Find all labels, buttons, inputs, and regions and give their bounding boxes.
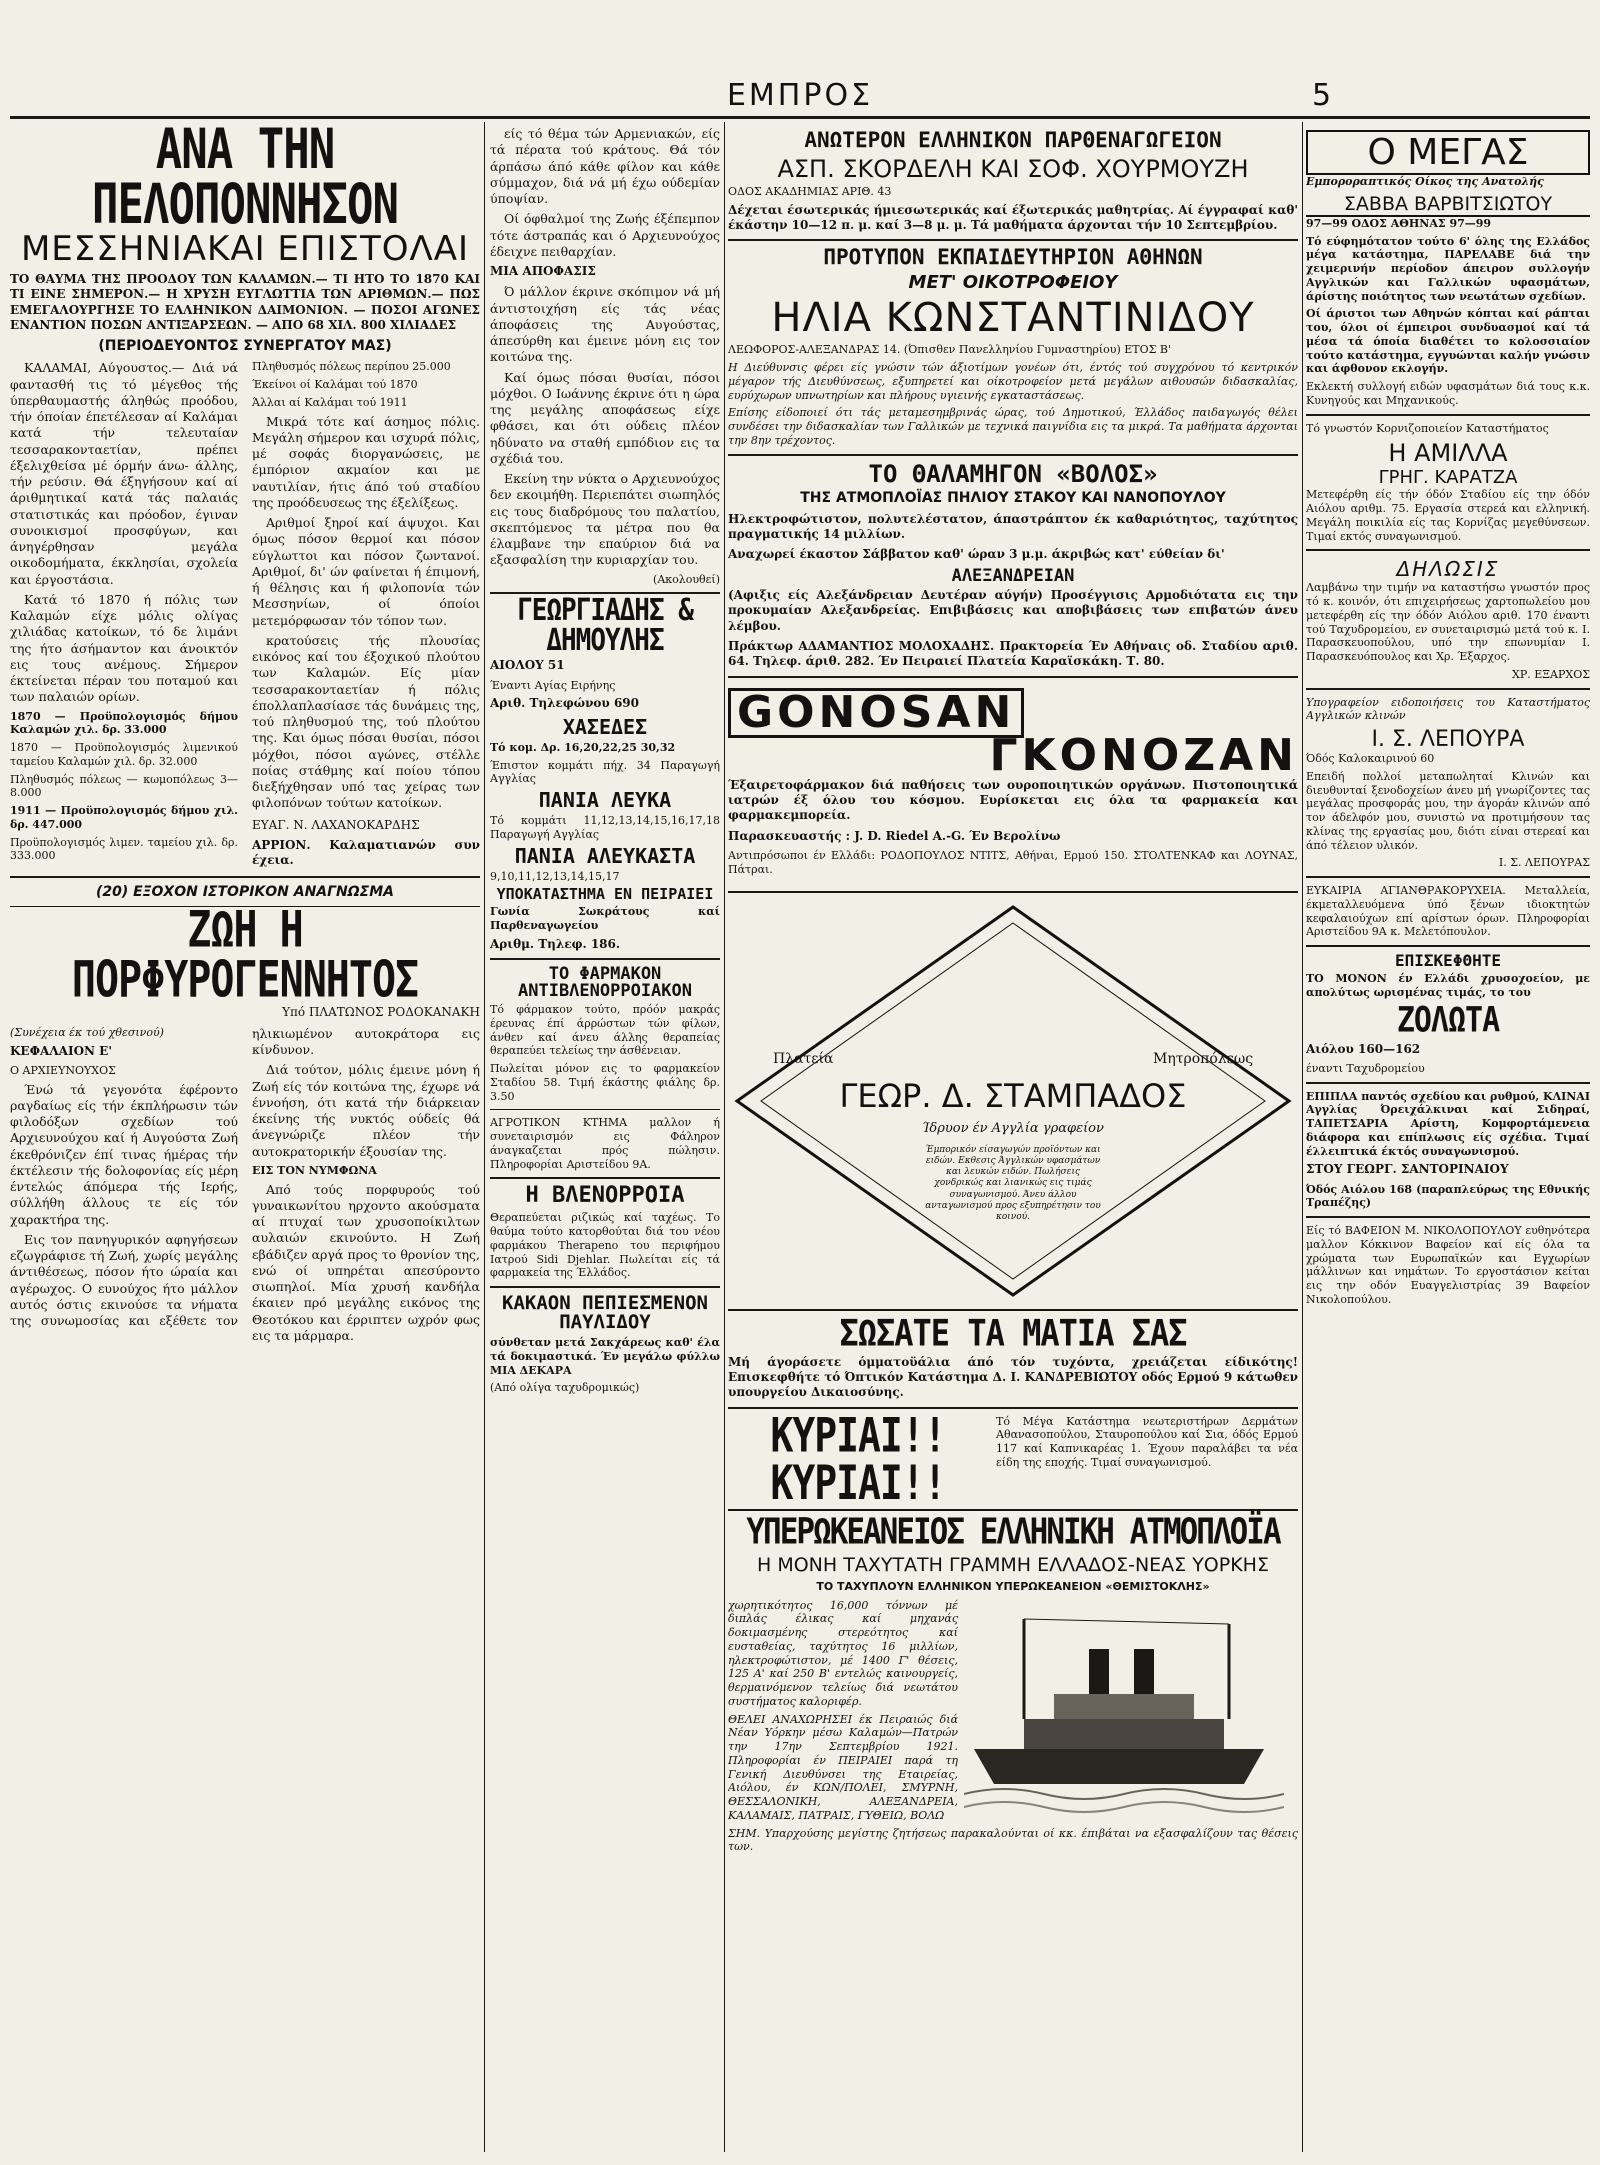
serial-to-be-continued: (Ακολουθεί) bbox=[653, 572, 720, 586]
ad-santorinaiou bbox=[1306, 1090, 1590, 1211]
ad-stampados bbox=[733, 901, 1293, 1301]
ad-agrotikon-ktima: ΑΓΡΟΤΙΚΟΝ ΚΤΗΜΑ μαλλον ή συνεταιρισμόν εις Φάληρον άναγκαζεται πρός πώλησιν. Πληροφορίαι Αριστείδου 9Α. bbox=[490, 1116, 720, 1171]
ad-vlenorroia-title: Η ΒΛΕΝΟΡΡΟΙΑ bbox=[525, 1183, 685, 1209]
stat-line: Πληθυσμός πόλεως περίπου 25.000 bbox=[252, 360, 451, 374]
ad-volos-body: Ηλεκτροφώτιστον, πολυτελέστατον, άπαστράπτον έκ καθαριότητος, ταχύτητος πραγματικής 14 μιλλίων. bbox=[728, 511, 1298, 542]
ad-volos-sub: ΤΗΣ ΑΤΜΟΠΛΟΪΑΣ ΠΗΛΙΟΥ ΣΤΑΚΟΥ ΚΑΙ ΝΑΝΟΠΟΥΛΟΥ bbox=[800, 489, 1226, 506]
column-2 bbox=[490, 126, 720, 2146]
subhead-messinia: ΜΕΣΣΗΝΙΑΚΑΙ ΕΠΙΣΤΟΛΑΙ bbox=[20, 229, 470, 269]
notice-dilosis bbox=[1306, 557, 1590, 681]
ad-hyperokeaneios-footnote: ΣΗΜ. Υπαρχούσης μεγίστης ζητήσεως παρακαλούνται οί κκ. έπιβάται να εξασφαλίζουν τας θέσεις των. bbox=[728, 1826, 1298, 1854]
serial-subheading: ΜΙΑ ΑΠΟΦΑΣΙΣ bbox=[490, 264, 596, 278]
ad-anthrakorycheia: ΕΥΚΑΙΡΙΑ ΑΓΙΑΝΘΡΑΚΟΡΥΧΕΙΑ. Μεταλλεία, έκμεταλλευόμενα ύπό ξένων ιδιοκτητών κεφαλαιούχων επί αρίστων όρων. Πληροφορίαι Αριστείδου 9Α κ. Μελετόπουλον. bbox=[1306, 884, 1590, 939]
ad-gonosan-body: Έξαιρετοφάρμακον διά παθήσεις των ουροποιητικών οργάνων. Πιστοποιητικά ιατρών έξ όλου του κόσμου. Ευρίσκεται εις όλα τα φαρμακεία και φαρμακεμπορεία. bbox=[728, 777, 1298, 823]
article-paragraph: κρατούσεις τής πλουσίας εικόνος καί του έξοχικού πλούτου των Καλαμών. Είς μίαν τεσσαρακονταετίαν ή πόλις έπολλαπλασίασε τάς δυνάμεις της, τού πληθυσμού της, τού πλούτου της. Και όμως πόσαι θυσίαι, πόσοι μόχθοι, πόσοι αγώνες, στέλλε ποίας στάθμης καί ποίου τόπου διεξήχθησαν υπό τας χείρας των φιλοπόνων τούτων κατοίκων. bbox=[252, 632, 480, 811]
ad-kakao-body: σύνθεταν μετά Σακχάρεως καθ' έλα τά δοκιμαστικά. Έν μεγάλω φύλλω ΜΙΑ ΔΕΚΑΡΑ bbox=[490, 1336, 720, 1377]
ad-antivlenorroia bbox=[490, 966, 720, 1103]
ad-georgiadis bbox=[490, 594, 720, 952]
ad-georgiadis-item-detail: Τό κομ. Δρ. 16,20,22,25 30,32 bbox=[490, 740, 676, 754]
ad-o-megas-address: 97—99 ΟΔΟΣ ΑΘΗΝΑΣ 97—99 bbox=[1306, 216, 1492, 230]
ad-kyriai-title: ΚΥΡΙΑΙ!! ΚΥΡΙΑΙ!! bbox=[770, 1407, 946, 1510]
ad-stampados-right-label: Μητροπόλεως bbox=[1153, 1050, 1254, 1067]
ad-georgiadis-name: ΓΕΩΡΓΙΑΔΗΣ & ΔΗΜΟΥΛΗΣ bbox=[517, 594, 693, 659]
ad-hyperokeaneios-body2: ΘΕΛΕΙ ΑΝΑΧΩΡΗΣΕΙ έκ Πειραιώς διά Νέαν Υόρκην μέσω Καλαμών—Πατρών την 17ην Σεπτεμβρίου 1921. Πληροφορίαι έν ΠΕΙΡΑΙΕΙ παρά τη Γενική Διευθύνσει της Εταιρείας, Αιόλου, έν ΚΩΝ/ΠΟΛΕΙ, ΣΜΥΡΝΗ, ΘΕΣΣΑΛΟΝΙΚΗ, ΑΛΕΞΑΝΔΡΕΙΑ, ΚΑΛΑΜΑΙΣ, ΠΑΤΡΑΙΣ, ΓΥΘΕΙΩ, ΒΟΛΩ bbox=[728, 1712, 958, 1822]
ad-ekpaideftirion-body: Η Διεύθυνσις φέρει είς γνώσιν τών άξιοτίμων γονέων ότι, έντός τού συγχρόνου τό κεντρικόν μέγαρον τής Διευθύνσεως, εξυπηρετεί και οίκοτροφείον μετά μεγάλων αιθουσών διδασκαλίας, ευρύχωρων υπνωτηρίων και πλήρους υγιεινής εγκαταστάσεως. bbox=[728, 361, 1298, 402]
serial-chapter: ΚΕΦΑΛΑΙΟΝ Ε' bbox=[10, 1043, 112, 1058]
ad-hyperokeaneios-body: χωρητικότητος 16,000 τόννων μέ διπλάς έλικας καί μηχανάς δοκιμασμένης στερεότητος καί ευσταθείας, ταχύτητος 16 μιλλίων, ηλεκτροφώτιστον, μέ 1400 Γ' θέσεις, 125 Α' καί 250 Β' εντελώς καινουργείς, θερμαινόμενον τελείως διά νεωτάτου συστήματος καλοριφέρ. bbox=[728, 1598, 958, 1708]
ad-georgiadis-item-detail: Έπιστον κομμάτι πήχ. 34 Παραγωγή Αγγλίας bbox=[490, 758, 720, 786]
headline-peloponnese: ΑΝΑ ΤΗΝ ΠΕΛΟΠΟΝΝΗΣΟΝ bbox=[92, 126, 398, 237]
ad-gonosan-logo-greek: ΓΚΟΝΟΖΑΝ bbox=[989, 729, 1298, 781]
ad-kakao-footnote: (Από ολίγα ταχυδρομικώς) bbox=[490, 1381, 640, 1395]
notice-dilosis-signature: ΧΡ. ΕΞΑΡΧΟΣ bbox=[1512, 667, 1590, 681]
stat-line: 1870 — Προϋπολογισμός λιμενικού ταμείου Καλαμών χιλ. δρ. 32.000 bbox=[10, 741, 238, 768]
article-paragraph: ΚΑΛΑΜΑΙ, Αύγουστος.— Διά νά φαντασθή τις τό μέγεθος τής ύπερθαυμαστής άληθώς προόδου, τήν όποίαν έπετέλεσαν αί Καλάμαι κατά τήν τελευταίαν τεσσαρακονταετίαν, πρέπει έξελιχθείσα μέ όρμήν άνω- άλλης, τήν ρεύσιν. Θά έξηγήσουν καί αί άριθμητικαί κατά τάς παλαιάς στατιστικάς και πρόοδον, έγιναν συνοικισμοί προσφύγων, και άνηγέρθησαν μεγάλα οικοδομήματα, έκκλησίαι, σχολεία και έργοστάσια. bbox=[10, 360, 238, 587]
ad-lepoura-title: Ι. Σ. ΛΕΠΟΥΡΑ bbox=[1371, 727, 1525, 752]
stat-line: Προϋπολογισμός λιμεν. ταμείου χιλ. δρ. 333.000 bbox=[10, 835, 238, 863]
ad-georgiadis-branch-addr: Γωνία Σωκράτους καί Παρθεναγωγείου bbox=[490, 905, 720, 933]
section-divider bbox=[728, 676, 1298, 678]
ad-hyperokeaneios bbox=[728, 1510, 1298, 1855]
section-divider bbox=[1306, 1216, 1590, 1218]
ad-volos-destination: ΑΛΕΞΑΝΔΡΕΙΑΝ bbox=[951, 565, 1075, 586]
serial-paragraph: είς τό θέμα τών Αρμενιακών, είς τά πέρατα τού κράτους. Θά τόν άρπάσω άπό κάθε φίλον και κάθε σύμμαχον, διά νά μή έχω ούδεμίαν ύποψίαν. bbox=[490, 126, 720, 206]
stat-line: Έκείνοι οί Καλάμαι τού 1870 bbox=[252, 378, 418, 392]
ad-santorinaiou-name: ΣΤΟΥ ΓΕΩΡΓ. ΣΑΝΤΟΡΙΝΑΙΟΥ bbox=[1306, 1162, 1509, 1177]
ad-ekpaideftirion-name: ΗΛΙΑ ΚΩΝΣΤΑΝΤΙΝΙΔΟΥ bbox=[771, 295, 1255, 342]
serial-paragraph: Οί όφθαλμοί της Ζωής έξέπεμπον τότε άστραπάς και ό Αρχιευνούχος έδειχνε πειθαρχίαν. bbox=[490, 211, 720, 259]
ad-ekpaideftirion-body2: Επίσης είδοποιεί ότι τάς μεταμεσημβρινάς ώρας, τού Δημοτικού, Έλλάδος παιδαγωγός θέλει συνδέσει την διδασκαλίαν των Γαλλικών με τεχνικά παιγνίδια εις τα μικρά. Τα μαθήματα άρχονται την 8ην τρέχοντος. bbox=[728, 406, 1298, 447]
serial-paragraph: Διά τούτον, μόλις έμεινε μόνη ή Ζωή είς τόν κοιτώνα της, έχωρε νά έννοήση, ότι κατά τήν διάρκειαν έκείνης τής νυκτός ούδείς θά άνεγνώριζε πλέον τήν αυτοκρατορικήν έξουσίαν της. bbox=[252, 1062, 480, 1159]
ad-parthenagogeion-title: ΑΝΩΤΕΡΟΝ ΕΛΛΗΝΙΚΟΝ ΠΑΡΘΕΝΑΓΩΓΕΙΟΝ bbox=[804, 128, 1222, 152]
ad-o-megas-body: Τό εύφημότατον τούτο 6' όλης της Ελλάδος μέγα κατάστημα, ΠΑΡΕΛΑΒΕ διά την χειμερινήν περίοδον άπειρον συλλογήν Αγγλικών και Γαλλικών υφασμάτων, άρίστης ποιότητος των νεωτάτων σχεδίων. bbox=[1306, 234, 1590, 303]
serial-tag: (20) ΕΞΟΧΟΝ ΙΣΤΟΡΙΚΟΝ ΑΝΑΓΝΩΣΜΑ bbox=[95, 884, 395, 901]
serial-title: ΖΩΗ Η ΠΟΡΦΥΡΟΓΕΝΝΗΤΟΣ bbox=[71, 901, 419, 1010]
ad-gonosan-reps: Αντιπρόσωποι έν Ελλάδι: ΡΟΔΟΠΟΥΛΟΣ ΝΤΙΤΣ, Αθήναι, Ερμού 150. ΣΤΟΛΤΕΝΚΑΦ και ΛΟΥΝΑΣ, Πάτραι. bbox=[728, 849, 1298, 876]
ad-georgiadis-item: ΧΑΣΕΔΕΣ bbox=[562, 714, 648, 739]
ad-amilla bbox=[1306, 422, 1590, 544]
ad-georgiadis-item-detail: Τό κομμάτι 11,12,13,14,15,16,17,18 Παραγωγή Αγγλίας bbox=[490, 814, 720, 841]
ad-volos-agent: Πράκτωρ ΑΔΑΜΑΝΤΙΟΣ ΜΟΛΟΧΑΔΗΣ. Πρακτορεία Έν Αθήναις οδ. Σταδίου αριθ. 64. Τηλεφ. άριθ. 282. Έν Πειραιεί Πλατεία Καραϊσκάκη. Τ. 80. bbox=[728, 638, 1298, 669]
serial-paragraph: Καί όμως πόσαι θυσίαι, πόσοι μόχθοι. Ο Ιωάννης έκρινε ότι η ώρα της μεγάλης αποφάσεως είχε φθάσει, και ότι ούδεις πλέον ηδύνατο να σταθή εμπόδιον εις τα σχέδιά του. bbox=[490, 369, 720, 466]
ad-santorinaiou-address: Όδός Αιόλου 168 (παραπλεύρως της Εθνικής Τραπέζης) bbox=[1306, 1182, 1590, 1210]
ad-o-megas bbox=[1306, 130, 1590, 408]
ad-stampados-name: ΓΕΩΡ. Δ. ΣΤΑΜΠΑΔΟΣ bbox=[839, 1076, 1187, 1115]
ad-georgiadis-branch-phone: Αριθμ. Τηλεφ. 186. bbox=[490, 936, 621, 951]
section-divider bbox=[10, 876, 480, 878]
serial-author: Υπό ΠΛΑΤΩΝΟΣ ΡΟΔΟΚΑΝΑΚΗ bbox=[282, 1005, 480, 1020]
section-divider bbox=[728, 239, 1298, 241]
ad-parthenagogeion-body: Δέχεται έσωτερικάς ήμιεσωτερικάς καί έξωτερικάς μαθητρίας. Αί έγγραφαί καθ' έκάστην 10—12 π. μ. καί 3—8 μ. μ. Τά μαθήματα άρχονται τήν 10 Σεπτεμβρίου. bbox=[728, 202, 1298, 233]
ad-vafeion: Είς τό ΒΑΦΕΙΟΝ Μ. ΝΙΚΟΛΟΠΟΥΛΟΥ ευθηνότερα μαλλον Κόκκινον Βαφείον καί είς όλα τα χρώματα των Ευρωπαϊκών και Εγχωρίων μάλλινων και νημάτων. Το εργοστάσιον κείται εις την οδόν Ευαγγελιστρίας 39 Βαφείον Νικολοπούλου. bbox=[1306, 1224, 1590, 1306]
section-divider bbox=[1306, 414, 1590, 416]
section-divider bbox=[728, 891, 1298, 893]
steamship-illustration bbox=[964, 1599, 1284, 1819]
ad-amilla-body: Μετεφέρθη είς τήν όδόν Σταδίου είς την όδόν Αιόλου αριθμ. 75. Εργασία στερεά και ελληνική. Μεγάλη ποικιλία είς τας Κορνίζας μεγεθύνσεων. Τιμαί εκτός συναγωνισμού. bbox=[1306, 488, 1590, 543]
ad-gonosan bbox=[728, 684, 1298, 885]
serial-continuation: (Συνέχεια έκ τού χθεσινού) bbox=[10, 1025, 164, 1039]
ad-kyriai-body: Τό Μέγα Κατάστημα νεωτεριστήρων Δερμάτων Αθανασοπούλου, Σταυροπούλου καί Σια, όδός Ερμού 117 καί Καπνικαρέας 1. Έχουν παραλάβει τα νέα είδη της εποχής. Τιμαί συναγωνισμού. bbox=[996, 1414, 1298, 1469]
page-number: 5 bbox=[1312, 78, 1332, 113]
notice-dilosis-body: Λαμβάνω την τιμήν να καταστήσω γνωστόν προς τό κ. κοινόν, ότι επιχειρήσεως χαρτοπωλείου μου μετεφέρθη είς την όδόν Αιόλου αριθ. 170 έναντι τού Ταχυδρομείου, εν συνεταιρισμώ μετά τού κ. Ι. Παρασκευοπούλου, υπό την επωνυμίαν Ι. Παρασκευόπουλος και Χρ. Έξαρχος. bbox=[1306, 581, 1590, 663]
ad-lepoura-pre: Υπογραφείον ειδοποιήσεις του Καταστήματος Αγγλικών κλινών bbox=[1306, 695, 1590, 723]
ad-ekpaideftirion-title: ΠΡΟΤΥΠΟΝ ΕΚΠΑΙΔΕΥΤΗΡΙΟΝ ΑΘΗΝΩΝ bbox=[823, 245, 1203, 270]
ad-o-megas-body3: Εκλεκτή συλλογή ειδών υφασμάτων διά τους κ.κ. Κυνηγούς και Μηχανικούς. bbox=[1306, 380, 1590, 407]
ad-lepoura-signature: Ι. Σ. ΛΕΠΟΥΡΑΣ bbox=[1498, 856, 1590, 870]
ad-parthenagogeion-address: ΟΔΟΣ ΑΚΑΔΗΜΙΑΣ ΑΡΙΘ. 43 bbox=[728, 185, 892, 198]
ad-ekpaideftirion-address: ΛΕΩΦΟΡΟΣ-ΑΛΕΞΑΝΔΡΑΣ 14. (Όπισθεν Πανελληνίου Γυμναστηρίου) ΕΤΟΣ Β' bbox=[728, 343, 1172, 357]
ad-santorinaiou-body: ΕΠΙΠΛΑ παντός σχεδίου και ρυθμού, ΚΛΙΝΑΙ Αγγλίας Όρειχάλκιναι καί Σιδηραί, ΤΑΠΕΤΣΑΡΙΑ Αρίστη, Κομφορτάμενεια διάφορα και επίπλωσις είς σχέδια. Τιμαί έλλειπτικά έκτός συναγωνισμού. bbox=[1306, 1089, 1590, 1158]
ad-kakao-title: ΚΑΚΑΟΝ ΠΕΠΙΕΣΜΕΝΟΝ ΠΑΥΛΙΔΟΥ bbox=[502, 1292, 708, 1334]
ad-o-megas-title: Ο ΜΕΓΑΣ bbox=[1306, 130, 1590, 175]
column-1 bbox=[10, 126, 480, 2146]
ad-vlenorroia bbox=[490, 1185, 720, 1280]
column-rule-2 bbox=[724, 122, 725, 2152]
ad-hyperokeaneios-sub: Η ΜΟΝΗ ΤΑΧΥΤΑΤΗ ΓΡΑΜΜΗ ΕΛΛΑΔΟΣ-ΝΕΑΣ ΥΟΡΚΗΣ bbox=[757, 1553, 1269, 1576]
ad-lepoura-address: Όδός Καλοκαιρινού 60 bbox=[1306, 752, 1435, 765]
serial-body bbox=[10, 1026, 480, 1344]
column-3 bbox=[728, 126, 1298, 2146]
section-divider bbox=[1306, 876, 1590, 878]
section-divider bbox=[490, 1286, 720, 1288]
column-4 bbox=[1306, 126, 1590, 2146]
ad-antivlenorroia-title: ΤΟ ΦΑΡΜΑΚΟΝ ΑΝΤΙΒΛΕΝΟΡΡΟΙΑΚΟΝ bbox=[518, 964, 692, 1002]
ad-o-megas-sub: Εμποροραπτικός Οίκος της Ανατολής bbox=[1306, 175, 1544, 188]
column-rule-1 bbox=[484, 122, 485, 2152]
serial-paragraph: Ένώ τά γεγονότα έφέροντο ραγδαίως είς τήν έκπλήρωσιν τών φιλοδόξων σχεδίων τού Αρχιευνούχου καί ή Αυγούστα Ζωή έκεθρόνιζεν έπί τινας ήμέρας τήν έκτέλεσιν τής δολοφονίας είς μέρη έντελώς άπόμερα τής Ιερής, σύλλήθη άλλους τε είς τόν χαρακτήρα της. bbox=[10, 1081, 238, 1227]
stat-line: Πληθυσμός πόλεως — κωμοπόλεως 3— 8.000 bbox=[10, 772, 238, 800]
article-paragraph: Μικρά τότε καί άσημος πόλις. Μεγάλη σήμερον και ισχυρά πόλις, μέ σοφάς διοργανώσεις, με έμπόριον ακμαίον και με ναυτιλίαν, ήτις άπό τού σταδίου της προόδευσεως της έξελίξεως. bbox=[252, 413, 480, 510]
newspaper-title: ΕΜΠΡΟΣ bbox=[726, 78, 874, 113]
ad-zolota-name: ΖΟΛΩΤΑ bbox=[1396, 999, 1500, 1041]
masthead bbox=[0, 74, 1600, 114]
ad-zolota-pre: ΕΠΙΣΚΕΦΘΗΤΕ bbox=[1395, 951, 1501, 970]
stat-line: 1911 — Προϋπολογισμός δήμου χιλ. δρ. 447.000 bbox=[10, 804, 238, 831]
article-signature-note: ΑΡΡΙΟΝ. Καλαματιανών συν έχεια. bbox=[252, 838, 480, 868]
ad-stampados-body: Έμπορικόν είσαγωγών προϊόντων και ειδών. Εκθεσις Άγγλικών υφασμάτων και λευκών ειδών. Πωλήσεις χονδρικώς και λιανικώς εις τιμάς συναγωνισμού. Άνευ άλλου ανταγωνισμού προς εξυπηρέτησιν του κοινού. bbox=[925, 1144, 1101, 1223]
ad-zolota-address2: έναντι Ταχυδρομείου bbox=[1306, 1061, 1425, 1075]
ad-antivlenorroia-price: Πωλείται μόνον εις το φαρμακείον Σταδίου 58. Τιμή έκάστης φιάλης δρ. 3.50 bbox=[490, 1062, 720, 1103]
ad-o-megas-name: ΣΑΒΒΑ ΒΑΡΒΙΤΣΙΩΤΟΥ bbox=[1306, 193, 1590, 217]
section-divider bbox=[1306, 945, 1590, 947]
ad-antivlenorroia-body: Τό φάρμακον τούτο, πρόόν μακράς έρευνας έπί άρρώστων τών φίλων, άνθεν καί άνευ άλλης θεραπείας θεραπεύει τελείως την άσθένειαν. bbox=[490, 1003, 720, 1058]
ad-georgiadis-item: ΠΑΝΙΑ ΛΕΥΚΑ bbox=[538, 788, 672, 813]
ad-volos-body2: Αναχωρεί έκαστον Σάββατον καθ' ώραν 3 μ.μ. άκριβώς κατ' εύθείαν δι' bbox=[728, 547, 1225, 562]
ad-amilla-title: Η ΑΜΙΛΛΑ bbox=[1388, 439, 1508, 468]
ad-gonosan-logo-latin: GONOSAN bbox=[728, 688, 1024, 738]
section-divider bbox=[490, 958, 720, 960]
ad-vlenorroia-body: Θεραπεύεται ριζικώς καί ταχέως. Το θαύμα τούτο κατορθούται διά του νέου φαρμάκου Therapeno του περιφήμου Ιατρού Sidi Djehlar. Πωλείται είς τά φαρμακεία της Έλλάδος. bbox=[490, 1211, 720, 1280]
section-divider bbox=[490, 1109, 720, 1110]
ad-amilla-pre: Τό γνωστόν Κορνιζοποιείον Καταστήματος bbox=[1306, 421, 1549, 435]
ad-sosate-matia bbox=[728, 1310, 1298, 1401]
article-signature: ΕΥΑΓ. Ν. ΛΑΧΑΝΟΚΑΡΔΗΣ bbox=[252, 817, 420, 832]
ad-georgiadis-address: ΑΙΟΛΟΥ 51 bbox=[490, 658, 565, 673]
ad-o-megas-body2: Οί άριστοι των Αθηνών κόπται καί ράπται του, όλοι οί έμπειροι συνδυασμοί καί τά μέσα τά όποία διαθέτει το κολοσσιαίον τούτο κατάστημα, εγγυώνται καλήν γνώσιν και άφθονον εκλογήν. bbox=[1306, 307, 1590, 376]
ad-gonosan-maker: Παρασκευαστής : J. D. Riedel A.-G. Έν Βερολίνω bbox=[728, 828, 1061, 843]
stat-line: Άλλαι αί Καλάμαι τού 1911 bbox=[252, 395, 408, 409]
ad-zolota-body: ΤΟ ΜΟΝΟΝ έν Ελλάδι χρυσοχοείον, με απολύτως ωρισμένας τιμάς, το του bbox=[1306, 972, 1590, 999]
section-divider bbox=[1306, 688, 1590, 690]
ad-georgiadis-phone: Αριθ. Τηλεφώνου 690 bbox=[490, 696, 639, 711]
article-deck: ΤΟ ΘΑΥΜΑ ΤΗΣ ΠΡΟΟΔΟΥ ΤΩΝ ΚΑΛΑΜΩΝ.— ΤΙ ΗΤΟ ΤΟ 1870 ΚΑΙ ΤΙ ΕΙΝΕ ΣΗΜΕΡΟΝ.— Η ΧΡΥΣΗ ΕΥΓΛΩΤΤΙΑ ΤΩΝ ΑΡΙΘΜΩΝ.— ΠΩΣ ΕΜΕΓΑΛΟΥΡΓΗΣΕ ΤΟ ΕΛΛΗΝΙΚΟΝ ΔΑΙΜΟΝΙΟΝ. — ΠΟΣΟΙ ΑΓΩΝΕΣ ΕΝΑΝΤΙΟΝ ΠΟΣΩΝ ΑΝΤΙΞΑΡΣΕΩΝ. — ΑΠΟ 68 ΧΙΛ. 800 ΧΙΛΙΑΔΕΣ bbox=[10, 272, 480, 333]
ad-georgiadis-item-detail: 9,10,11,12,13,14,15,17 bbox=[490, 869, 620, 883]
masthead-rule bbox=[10, 116, 1590, 119]
section-divider bbox=[1306, 549, 1590, 551]
ad-sosate-body: Μή άγοράσετε όμματοϋάλια άπό τόν τυχόντα, χρειάζεται είδικότης! Επισκεφθήτε τό Όπτικόν Κατάστημα Δ. Ι. ΚΑΝΔΡΕΒΙΩΤΟΥ οδός Ερμού 9 κάτωθεν υπουργείου Δικαιοσύνης. bbox=[728, 1354, 1298, 1400]
serial-subheading: ΕΙΣ ΤΟΝ ΝΥΜΦΩΝΑ bbox=[252, 1163, 377, 1177]
section-divider bbox=[490, 1177, 720, 1179]
article-byline: (ΠΕΡΙΟΔΕΥΟΝΤΟΣ ΣΥΝΕΡΓΑΤΟΥ ΜΑΣ) bbox=[98, 338, 392, 355]
serial-paragraph: Ό μάλλον έκρινε σκόπιμον νά μή άντιστοιχήση είς τάς νέας άποφάσεις της Αυγούστας, άπεσύρθη και έμεινε μόνη εις τον κοιτώνα της. bbox=[490, 284, 720, 365]
ad-georgiadis-branch: ΥΠΟΚΑΤΑΣΤΗΜΑ ΕΝ ΠΕΙΡΑΙΕΙ bbox=[496, 885, 714, 904]
ad-georgiadis-item: ΠΑΝΙΑ ΑΛΕΥΚΑΣΤΑ bbox=[514, 843, 696, 868]
ad-volos-ship bbox=[728, 459, 1298, 670]
ad-ekpaideftirion bbox=[728, 247, 1298, 447]
ad-lepoura bbox=[1306, 696, 1590, 871]
ad-amilla-name: ΓΡΗΓ. ΚΑΡΑΤΖΑ bbox=[1378, 467, 1518, 489]
article-body bbox=[10, 360, 480, 870]
ad-volos-body3: (Αφιξις είς Αλεξάνδρειαν Δευτέραν αύγήν) Προσέγγισις Αρμοδιότατα εις την προκυμαίαν Αλεξανδρείας. Επιβιβάσεις και αποβιβάσεις των επιβατών άνευ λέμβου. bbox=[728, 587, 1298, 633]
ad-volos-title: ΤΟ ΘΑΛΑΜΗΓΟΝ «ΒΟΛΟΣ» bbox=[868, 459, 1158, 488]
article-paragraph: Αριθμοί ξηροί καί άψυχοι. Και όμως πόσον θερμοί και πόσον εύγλωττοι και πόσον ζωντανοί. Αριθμοί, δι' ών φαίνεται ή έπιμονή, ή θέλησις και ή φιλοπονία τών Μεσσηνίων, οί όποίοι μετεμόρφωσαν τόν τόπον των. bbox=[252, 515, 480, 628]
ad-hyperokeaneios-title: ΥΠΕΡΩΚΕΑΝΕΙΟΣ ΕΛΛΗΝΙΚΗ ΑΤΜΟΠΛΟΪΑ bbox=[746, 1510, 1280, 1553]
serial-chapter-sub: Ο ΑΡΧΙΕΥΝΟΥΧΟΣ bbox=[10, 1063, 116, 1077]
ad-zolota bbox=[1306, 953, 1590, 1076]
column-rule-3 bbox=[1302, 122, 1303, 2152]
ad-parthenagogeion-names: ΑΣΠ. ΣΚΟΡΔΕΛΗ ΚΑΙ ΣΟΦ. ΧΟΥΡΜΟΥΖΗ bbox=[777, 155, 1249, 183]
ad-zolota-address: Αιόλου 160—162 bbox=[1306, 1041, 1421, 1056]
ad-georgiadis-address2: Έναντι Αγίας Ειρήνης bbox=[490, 678, 616, 692]
article-paragraph: Κατά τό 1870 ή πόλις των Καλαμών είχε μόλις ολίγας χιλιάδας κατοίκων, τό δε λιμάνι της ήτο άσήμαντον και άνοικτόν εις τους ανέμους. Σήμερον έκτείνεται πέραν του ποταμού και των παλαιών ορίων. bbox=[10, 591, 238, 705]
serial-paragraph: Εις τον πανηγυρικόν αφηγήσεων εζωγράφισε τή Ζωή, χωρίς μεγάλης άντιθέσεως, πόσον ήτο ώραία και αγέρωχος. Ο ευνούχος ήτο μάλλον αυτός όστις εκινούσε τα νήματα της συνωμοσίας και εξέθετε τον ηλικιωμένον αυτοκράτορα εις κίνδυνον. bbox=[10, 1025, 480, 1329]
notice-dilosis-title: ΔΗΛΩΣΙΣ bbox=[1396, 557, 1500, 582]
ad-parthenagogeion bbox=[728, 130, 1298, 233]
section-divider bbox=[1306, 1082, 1590, 1084]
serial-paragraph: Εκείνη την νύκτα ο Αρχιευνούχος δεν εκοιμήθη. Περιεπάτει σιωπηλός εις τους διαδρόμους του παλατίου, σκεπτόμενος τα μέτρα που θα έλαμβανε την επαύριον διά να εξασφαλίση την κυριαρχίαν του. bbox=[490, 471, 720, 568]
serial-paragraph: Από τούς πορφυρούς τού γυναικωνίτου ηρχοντο ακούσματα αί πτυχαί των χρυσοποίκιλτων αυλαιών εκινούντο. Η Ζωή εβάδιζεν αργά προς το θρονίον της, ενώ οί υπηρέται απεσύροντο σιωπηλοί. Μία χρυσή κανδήλα έκαιεν πρό μεγάλης εικόνος της Θεοτόκου και έρριπτεν ωχρόν φως εις τα μάρμαρα. bbox=[252, 1181, 480, 1343]
ad-stampados-left-label: Πλατεία bbox=[773, 1050, 834, 1067]
stat-line: 1870 — Προϋπολογισμός δήμου Καλαμών χιλ. δρ. 33.000 bbox=[10, 709, 238, 737]
ad-kyriai bbox=[728, 1407, 1298, 1510]
ad-lepoura-body: Επειδή πολλοί μεταπωληταί Κλινών και διευθυνταί ξενοδοχείων άνευ μή γνωρίζοντες τας μεγάλας προσφοράς μου, την άγοράν κλινών από τον άδελφόν μου, συνιστώ να προτιμήσουν τας κλίνας της εργασίας μου, διότι είναι στερεαί και άπό τέλειον υλικόν. bbox=[1306, 769, 1590, 852]
ad-stampados-sub: Ίδρυον έν Αγγλία γραφείον bbox=[922, 1120, 1104, 1136]
ad-kakao bbox=[490, 1294, 720, 1395]
ad-hyperokeaneios-sub2: ΤΟ ΤΑΧΥΠΛΟΥΝ ΕΛΛΗΝΙΚΟΝ ΥΠΕΡΩΚΕΑΝΕΙΟΝ «ΘΕΜΙΣΤΟΚΛΗΣ» bbox=[816, 1579, 1210, 1593]
ad-ekpaideftirion-sub: ΜΕΤ' ΟΙΚΟΤΡΟΦΕΙΟΥ bbox=[908, 272, 1118, 294]
section-divider bbox=[728, 454, 1298, 456]
ad-sosate-title: ΣΩΣΑΤΕ ΤΑ ΜΑΤΙΑ ΣΑΣ bbox=[839, 1310, 1187, 1355]
